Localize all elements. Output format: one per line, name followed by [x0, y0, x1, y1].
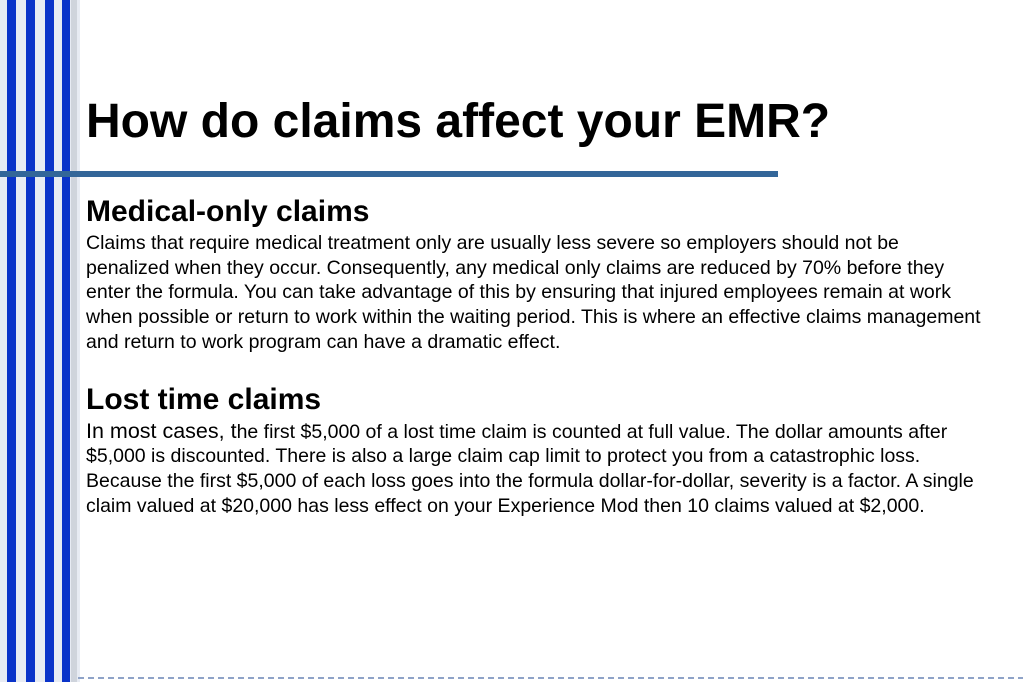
section-body: Claims that require medical treatment only are usually less severe so employers should not be penalized when they occur. Consequently, any medical only claims are reduced by 70% before they enter the formula. You can take advantage of this by ensuring that injured employees remain at work when possible or return to work within the waiting period. This is where an effective claims management and return to work program can have a dramatic effect. [86, 232, 981, 353]
slide-title: How do claims affect your EMR? [86, 95, 831, 148]
blue-stripe [45, 0, 54, 682]
section-medical-only [86, 193, 986, 355]
section-body: he first $5,000 of a lost time claim is counted at full value. The dollar amounts after $5,000 is discounted. There is also a large claim cap limit to protect you from a catastrophic loss. Because the first $5,000 of each loss goes into the formula dollar-for-dollar, severity is a factor. A single claim valued at $20,000 has less effect on your Experience Mod then 10 claims valued at $2,000. [86, 420, 974, 517]
blue-stripe [7, 0, 16, 682]
section-heading: Lost time claims [86, 382, 322, 416]
section-body-paragraph [86, 419, 986, 519]
section-lost-time [86, 381, 986, 519]
gray-stripe [71, 0, 77, 682]
bottom-dashed-border [78, 677, 1023, 679]
section-heading: Medical-only claims [86, 195, 370, 228]
decorative-stripes [0, 0, 80, 682]
section-spacer [86, 355, 986, 381]
blue-stripe [62, 0, 70, 682]
title-underline-rule [0, 171, 778, 177]
blue-stripe [26, 0, 35, 682]
slide-content [86, 193, 986, 518]
section-body-lead: In most cases, t [86, 418, 237, 443]
